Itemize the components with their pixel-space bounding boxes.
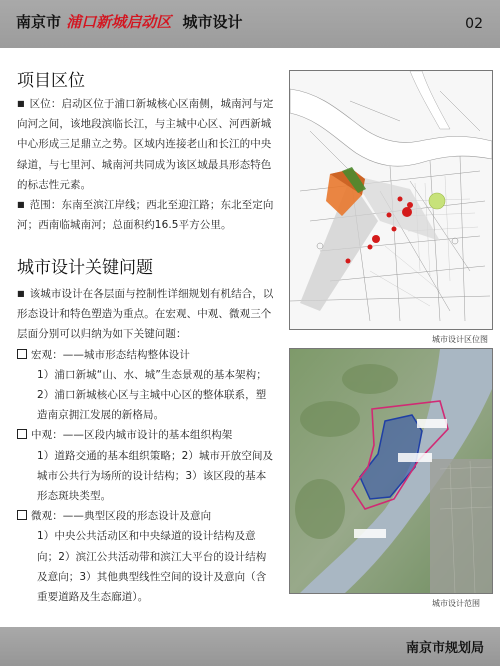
title-city: 南京市 — [16, 13, 62, 31]
section-heading-location: 项目区位 — [17, 71, 85, 91]
meso-title: 中观：——区段内城市设计的基本组织构架 — [31, 429, 233, 442]
intro-text: 该城市设计在各层面与控制性详细规划有机结合，以形态设计和特色塑造为重点。在宏观、中观、微观三个层面分别可以归纳为如下关键问题： — [17, 288, 274, 341]
micro-title: 微观：——典型区段的形态设计及意向 — [31, 510, 212, 523]
checkbox-square-icon — [17, 429, 27, 439]
scope-map — [289, 348, 493, 594]
section-heading-key-issues: 城市设计关键问题 — [17, 258, 153, 278]
scope-map-graphic — [290, 349, 492, 593]
bullet-icon: ■ — [17, 99, 25, 108]
macro-title: 宏观：——城市形态结构整体设计 — [31, 348, 190, 361]
footer-organization: 南京市规划局 — [405, 641, 484, 656]
location-text: 区位：启动区位于浦口新城核心区南侧，城南河与定向河之间，该地段滨临长江，与主城中心区、河西新城中心形成三足鼎立之势。区域内连接老山和长江的中央绿道，与七里河、城南河共同成为该区域最具形态特色的标志性元素。 — [17, 98, 274, 191]
checkbox-square-icon — [17, 349, 27, 359]
key-issues-paragraphs — [17, 284, 275, 607]
page-number: 02 — [465, 16, 483, 32]
title-district: 浦口新城启动区 — [66, 13, 172, 31]
micro-body: 1）中央公共活动区和中央绿道的设计结构及意向；2）滨江公共活动带和滨江大平台的设计结构及意向；3）其他典型线性空间的设计及意向（含重要道路及生态廊道）。 — [37, 530, 267, 604]
location-map-graphic — [290, 71, 492, 329]
meso-body: 1）道路交通的基本组织策略；2）城市开放空间及城市公共行为场所的设计结构；3）该区段的基本形态斑块类型。 — [37, 449, 274, 503]
bullet-icon: ■ — [17, 289, 25, 298]
location-paragraphs — [17, 94, 275, 235]
checkbox-square-icon — [17, 510, 27, 520]
page-title — [16, 11, 243, 32]
macro-body: 1）浦口新城“山、水、城”生态景观的基本架构；2）浦口新城核心区与主城中心区的整体联系，塑造南京拥江发展的新格局。 — [37, 368, 267, 422]
page-footer — [0, 627, 500, 666]
map1-caption: 城市设计区位图 — [432, 335, 488, 344]
location-map — [289, 70, 493, 330]
bullet-icon: ■ — [17, 200, 25, 210]
page-header — [0, 0, 500, 48]
map2-caption: 城市设计范围 — [432, 599, 480, 608]
title-design: 城市设计 — [182, 13, 243, 31]
scope-text: 范围：东南至滨江岸线；西北至迎江路；东北至定向河；西南临城南河；总面积约16.5平方公里。 — [17, 199, 274, 232]
